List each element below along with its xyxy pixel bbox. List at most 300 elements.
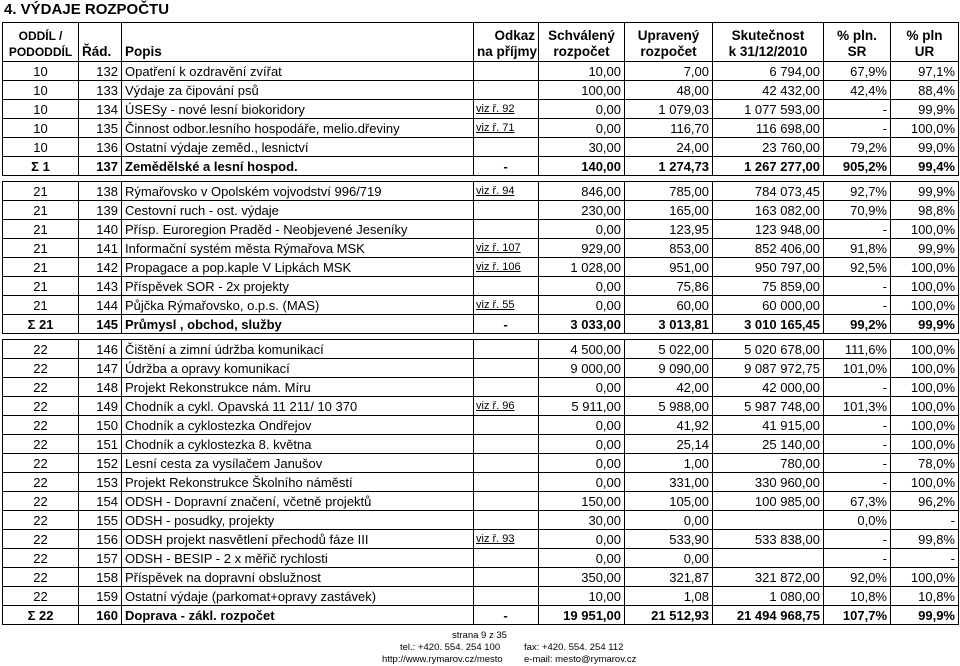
cell-rad: 152 bbox=[79, 454, 122, 473]
cell-odkaz bbox=[474, 201, 539, 220]
cell-rad: 146 bbox=[79, 340, 122, 359]
cell-popis: Projekt Rekonstrukce Školního náměstí bbox=[122, 473, 474, 492]
table-row bbox=[3, 530, 959, 549]
cell-plnsr: - bbox=[824, 296, 891, 315]
cell-plnur: 99,0% bbox=[891, 138, 959, 157]
cell-oddil: 10 bbox=[3, 138, 79, 157]
cell-upraveny: 533,90 bbox=[625, 530, 713, 549]
cell-schvaleny: 140,00 bbox=[539, 157, 625, 176]
cell-rad: 145 bbox=[79, 315, 122, 334]
cell-upraveny: 41,92 bbox=[625, 416, 713, 435]
cell-plnur: 96,2% bbox=[891, 492, 959, 511]
cell-oddil: 10 bbox=[3, 100, 79, 119]
cell-popis: Doprava - zákl. rozpočet bbox=[122, 606, 474, 625]
cell-upraveny: 1,00 bbox=[625, 454, 713, 473]
cell-skutecnost: 42 000,00 bbox=[713, 378, 824, 397]
odkaz-link[interactable]: viz ř. 92 bbox=[476, 102, 515, 115]
cell-schvaleny: 0,00 bbox=[539, 296, 625, 315]
cell-rad: 147 bbox=[79, 359, 122, 378]
cell-plnur: - bbox=[891, 511, 959, 530]
cell-schvaleny: 9 000,00 bbox=[539, 359, 625, 378]
table-row bbox=[3, 201, 959, 220]
cell-rad: 155 bbox=[79, 511, 122, 530]
cell-rad: 150 bbox=[79, 416, 122, 435]
cell-skutecnost: 780,00 bbox=[713, 454, 824, 473]
col-odkaz: Odkaz na příjmy bbox=[474, 23, 539, 62]
odkaz-link[interactable]: viz ř. 71 bbox=[476, 121, 515, 134]
cell-plnsr: 70,9% bbox=[824, 201, 891, 220]
cell-odkaz bbox=[474, 81, 539, 100]
odkaz-link[interactable]: viz ř. 93 bbox=[476, 532, 515, 545]
table-row bbox=[3, 359, 959, 378]
cell-plnur: 98,8% bbox=[891, 201, 959, 220]
cell-popis: Lesní cesta za vysílačem Janušov bbox=[122, 454, 474, 473]
cell-upraveny: 853,00 bbox=[625, 239, 713, 258]
cell-schvaleny: 0,00 bbox=[539, 277, 625, 296]
cell-odkaz bbox=[474, 587, 539, 606]
cell-skutecnost: 5 020 678,00 bbox=[713, 340, 824, 359]
cell-popis: Rýmařovsko v Opolském vojvodství 996/719 bbox=[122, 182, 474, 201]
cell-upraveny: 331,00 bbox=[625, 473, 713, 492]
cell-oddil: 10 bbox=[3, 119, 79, 138]
table-row bbox=[3, 511, 959, 530]
cell-plnur: 100,0% bbox=[891, 119, 959, 138]
cell-schvaleny: 230,00 bbox=[539, 201, 625, 220]
cell-skutecnost: 1 077 593,00 bbox=[713, 100, 824, 119]
col-skutecnost: Skutečnost k 31/12/2010 bbox=[713, 23, 824, 62]
cell-upraveny: 785,00 bbox=[625, 182, 713, 201]
cell-oddil: 21 bbox=[3, 220, 79, 239]
cell-oddil: 22 bbox=[3, 435, 79, 454]
table-row bbox=[3, 340, 959, 359]
table-row bbox=[3, 587, 959, 606]
cell-odkaz: - bbox=[474, 606, 539, 625]
cell-plnur: 10,8% bbox=[891, 587, 959, 606]
table-row bbox=[3, 296, 959, 315]
cell-plnsr: - bbox=[824, 220, 891, 239]
cell-rad: 160 bbox=[79, 606, 122, 625]
cell-skutecnost: 75 859,00 bbox=[713, 277, 824, 296]
table-row bbox=[3, 277, 959, 296]
cell-popis: Informační systém města Rýmařova MSK bbox=[122, 239, 474, 258]
cell-oddil: Σ 1 bbox=[3, 157, 79, 176]
table-sum-row bbox=[3, 315, 959, 334]
col-upraveny: Upravený rozpočet bbox=[625, 23, 713, 62]
cell-popis: Činnost odbor.lesního hospodáře, melio.dřeviny bbox=[122, 119, 474, 138]
cell-popis: ODSH projekt nasvětlení přechodů fáze III bbox=[122, 530, 474, 549]
cell-upraveny: 1,08 bbox=[625, 587, 713, 606]
cell-oddil: 21 bbox=[3, 277, 79, 296]
cell-plnur: - bbox=[891, 549, 959, 568]
cell-plnur: 100,0% bbox=[891, 416, 959, 435]
cell-schvaleny: 350,00 bbox=[539, 568, 625, 587]
cell-plnsr: - bbox=[824, 119, 891, 138]
page-number: strana 9 z 35 bbox=[452, 630, 507, 641]
cell-skutecnost: 42 432,00 bbox=[713, 81, 824, 100]
cell-schvaleny: 30,00 bbox=[539, 511, 625, 530]
cell-skutecnost: 330 960,00 bbox=[713, 473, 824, 492]
cell-upraveny: 9 090,00 bbox=[625, 359, 713, 378]
cell-rad: 149 bbox=[79, 397, 122, 416]
cell-popis: Průmysl , obchod, služby bbox=[122, 315, 474, 334]
cell-upraveny: 105,00 bbox=[625, 492, 713, 511]
cell-popis: Cestovní ruch - ost. výdaje bbox=[122, 201, 474, 220]
cell-oddil: 21 bbox=[3, 239, 79, 258]
cell-plnsr: 42,4% bbox=[824, 81, 891, 100]
cell-odkaz bbox=[474, 454, 539, 473]
cell-rad: 135 bbox=[79, 119, 122, 138]
cell-schvaleny: 0,00 bbox=[539, 530, 625, 549]
cell-schvaleny: 0,00 bbox=[539, 100, 625, 119]
cell-schvaleny: 1 028,00 bbox=[539, 258, 625, 277]
cell-popis: Propagace a pop.kaple V Lipkách MSK bbox=[122, 258, 474, 277]
cell-rad: 151 bbox=[79, 435, 122, 454]
cell-schvaleny: 0,00 bbox=[539, 549, 625, 568]
cell-oddil: 21 bbox=[3, 258, 79, 277]
cell-plnsr: 91,8% bbox=[824, 239, 891, 258]
cell-skutecnost: 41 915,00 bbox=[713, 416, 824, 435]
cell-odkaz bbox=[474, 568, 539, 587]
cell-skutecnost: 123 948,00 bbox=[713, 220, 824, 239]
cell-oddil: 10 bbox=[3, 81, 79, 100]
cell-odkaz bbox=[474, 435, 539, 454]
cell-odkaz bbox=[474, 397, 539, 416]
cell-popis: Ostatní výdaje zeměd., lesnictví bbox=[122, 138, 474, 157]
cell-plnsr: 101,3% bbox=[824, 397, 891, 416]
cell-schvaleny: 10,00 bbox=[539, 587, 625, 606]
cell-popis: ODSH - posudky, projekty bbox=[122, 511, 474, 530]
cell-odkaz: - bbox=[474, 315, 539, 334]
table-row bbox=[3, 435, 959, 454]
cell-popis: Zemědělské a lesní hospod. bbox=[122, 157, 474, 176]
cell-schvaleny: 0,00 bbox=[539, 220, 625, 239]
cell-plnsr: 92,0% bbox=[824, 568, 891, 587]
cell-plnsr: 92,5% bbox=[824, 258, 891, 277]
cell-odkaz bbox=[474, 182, 539, 201]
cell-upraveny: 42,00 bbox=[625, 378, 713, 397]
cell-upraveny: 5 988,00 bbox=[625, 397, 713, 416]
cell-plnsr: 101,0% bbox=[824, 359, 891, 378]
col-schvaleny: Schválený rozpočet bbox=[539, 23, 625, 62]
cell-popis: Chodník a cyklostezka 8. května bbox=[122, 435, 474, 454]
cell-upraveny: 1 274,73 bbox=[625, 157, 713, 176]
cell-plnsr: 99,2% bbox=[824, 315, 891, 334]
cell-plnsr: - bbox=[824, 473, 891, 492]
cell-skutecnost: 5 987 748,00 bbox=[713, 397, 824, 416]
cell-oddil: 22 bbox=[3, 530, 79, 549]
cell-popis: Příspěvek SOR - 2x projekty bbox=[122, 277, 474, 296]
cell-upraveny: 1 079,03 bbox=[625, 100, 713, 119]
cell-upraveny: 116,70 bbox=[625, 119, 713, 138]
budget-table bbox=[2, 22, 959, 625]
cell-schvaleny: 19 951,00 bbox=[539, 606, 625, 625]
cell-odkaz bbox=[474, 138, 539, 157]
cell-plnsr: - bbox=[824, 530, 891, 549]
cell-skutecnost: 3 010 165,45 bbox=[713, 315, 824, 334]
table-body bbox=[3, 62, 959, 625]
odkaz-link[interactable]: viz ř. 55 bbox=[476, 298, 515, 311]
cell-oddil: 22 bbox=[3, 587, 79, 606]
cell-upraveny: 24,00 bbox=[625, 138, 713, 157]
cell-schvaleny: 0,00 bbox=[539, 435, 625, 454]
cell-skutecnost bbox=[713, 549, 824, 568]
cell-upraveny: 7,00 bbox=[625, 62, 713, 81]
cell-rad: 141 bbox=[79, 239, 122, 258]
cell-upraveny: 123,95 bbox=[625, 220, 713, 239]
table-row bbox=[3, 378, 959, 397]
cell-plnur: 99,9% bbox=[891, 606, 959, 625]
cell-plnur: 99,4% bbox=[891, 157, 959, 176]
cell-plnsr: - bbox=[824, 100, 891, 119]
table-row bbox=[3, 416, 959, 435]
col-oddil: ODDÍL / PODODDÍL bbox=[3, 23, 79, 62]
col-popis: Popis bbox=[122, 23, 474, 62]
cell-skutecnost: 25 140,00 bbox=[713, 435, 824, 454]
table-row bbox=[3, 138, 959, 157]
cell-upraveny: 951,00 bbox=[625, 258, 713, 277]
cell-popis: Čištění a zimní údržba komunikací bbox=[122, 340, 474, 359]
cell-schvaleny: 846,00 bbox=[539, 182, 625, 201]
cell-skutecnost: 6 794,00 bbox=[713, 62, 824, 81]
cell-popis: Výdaje za čipování psů bbox=[122, 81, 474, 100]
cell-popis: Půjčka Rýmařovsko, o.p.s. (MAS) bbox=[122, 296, 474, 315]
cell-skutecnost: 100 985,00 bbox=[713, 492, 824, 511]
table-row bbox=[3, 568, 959, 587]
table-row bbox=[3, 239, 959, 258]
cell-odkaz bbox=[474, 492, 539, 511]
cell-odkaz bbox=[474, 62, 539, 81]
cell-popis: Ostatní výdaje (parkomat+opravy zastávek) bbox=[122, 587, 474, 606]
cell-plnur: 99,9% bbox=[891, 100, 959, 119]
cell-rad: 158 bbox=[79, 568, 122, 587]
cell-oddil: 22 bbox=[3, 359, 79, 378]
cell-rad: 133 bbox=[79, 81, 122, 100]
table-row bbox=[3, 454, 959, 473]
table-row bbox=[3, 473, 959, 492]
cell-upraveny: 0,00 bbox=[625, 549, 713, 568]
cell-oddil: 22 bbox=[3, 549, 79, 568]
table-row bbox=[3, 549, 959, 568]
cell-oddil: 22 bbox=[3, 511, 79, 530]
cell-rad: 157 bbox=[79, 549, 122, 568]
cell-odkaz bbox=[474, 100, 539, 119]
cell-plnur: 100,0% bbox=[891, 378, 959, 397]
cell-skutecnost: 60 000,00 bbox=[713, 296, 824, 315]
cell-upraveny: 21 512,93 bbox=[625, 606, 713, 625]
table-row bbox=[3, 119, 959, 138]
cell-plnur: 78,0% bbox=[891, 454, 959, 473]
cell-popis: Chodník a cykl. Opavská 11 211/ 10 370 bbox=[122, 397, 474, 416]
cell-oddil: 10 bbox=[3, 62, 79, 81]
cell-upraveny: 321,87 bbox=[625, 568, 713, 587]
cell-odkaz bbox=[474, 473, 539, 492]
cell-rad: 156 bbox=[79, 530, 122, 549]
cell-plnur: 99,9% bbox=[891, 315, 959, 334]
cell-rad: 140 bbox=[79, 220, 122, 239]
odkaz-link[interactable]: viz ř. 107 bbox=[476, 241, 521, 254]
cell-skutecnost bbox=[713, 511, 824, 530]
cell-schvaleny: 30,00 bbox=[539, 138, 625, 157]
cell-plnur: 100,0% bbox=[891, 340, 959, 359]
table-row bbox=[3, 62, 959, 81]
cell-skutecnost: 9 087 972,75 bbox=[713, 359, 824, 378]
cell-popis: Údržba a opravy komunikací bbox=[122, 359, 474, 378]
footer-tel: tel.: +420. 554. 254 100 bbox=[400, 642, 501, 653]
cell-oddil: 21 bbox=[3, 182, 79, 201]
cell-plnsr: 111,6% bbox=[824, 340, 891, 359]
cell-rad: 154 bbox=[79, 492, 122, 511]
cell-popis: Chodník a cyklostezka Ondřejov bbox=[122, 416, 474, 435]
cell-rad: 148 bbox=[79, 378, 122, 397]
col-plnur: % pln UR bbox=[891, 23, 959, 62]
cell-odkaz bbox=[474, 296, 539, 315]
cell-oddil: Σ 22 bbox=[3, 606, 79, 625]
cell-skutecnost: 1 080,00 bbox=[713, 587, 824, 606]
odkaz-link[interactable]: viz ř. 106 bbox=[476, 260, 521, 273]
cell-plnsr: - bbox=[824, 416, 891, 435]
cell-upraveny: 165,00 bbox=[625, 201, 713, 220]
cell-schvaleny: 100,00 bbox=[539, 81, 625, 100]
cell-popis: ODSH - BESIP - 2 x měřič rychlosti bbox=[122, 549, 474, 568]
cell-rad: 142 bbox=[79, 258, 122, 277]
cell-schvaleny: 4 500,00 bbox=[539, 340, 625, 359]
cell-rad: 134 bbox=[79, 100, 122, 119]
cell-schvaleny: 150,00 bbox=[539, 492, 625, 511]
cell-rad: 139 bbox=[79, 201, 122, 220]
cell-plnsr: - bbox=[824, 277, 891, 296]
cell-plnsr: 67,9% bbox=[824, 62, 891, 81]
cell-odkaz bbox=[474, 378, 539, 397]
cell-skutecnost: 23 760,00 bbox=[713, 138, 824, 157]
cell-plnur: 88,4% bbox=[891, 81, 959, 100]
cell-odkaz bbox=[474, 258, 539, 277]
cell-plnsr: - bbox=[824, 454, 891, 473]
cell-odkaz bbox=[474, 277, 539, 296]
cell-skutecnost: 1 267 277,00 bbox=[713, 157, 824, 176]
cell-oddil: 21 bbox=[3, 201, 79, 220]
cell-odkaz bbox=[474, 239, 539, 258]
odkaz-link[interactable]: viz ř. 96 bbox=[476, 399, 515, 412]
cell-plnsr: - bbox=[824, 549, 891, 568]
cell-oddil: 22 bbox=[3, 492, 79, 511]
table-sum-row bbox=[3, 157, 959, 176]
cell-rad: 132 bbox=[79, 62, 122, 81]
footer-fax: fax: +420. 554. 254 112 bbox=[524, 642, 624, 653]
cell-plnsr: 79,2% bbox=[824, 138, 891, 157]
cell-plnur: 100,0% bbox=[891, 258, 959, 277]
cell-popis: Projekt Rekonstrukce nám. Míru bbox=[122, 378, 474, 397]
cell-oddil: Σ 21 bbox=[3, 315, 79, 334]
table-row bbox=[3, 220, 959, 239]
cell-oddil: 21 bbox=[3, 296, 79, 315]
footer-email: e-mail: mesto@rymarov.cz bbox=[524, 654, 637, 665]
cell-schvaleny: 0,00 bbox=[539, 454, 625, 473]
cell-plnur: 100,0% bbox=[891, 397, 959, 416]
cell-skutecnost: 852 406,00 bbox=[713, 239, 824, 258]
cell-upraveny: 3 013,81 bbox=[625, 315, 713, 334]
cell-upraveny: 0,00 bbox=[625, 511, 713, 530]
footer-web: http://www.rymarov.cz/mesto bbox=[382, 654, 503, 665]
cell-plnur: 99,8% bbox=[891, 530, 959, 549]
cell-upraveny: 5 022,00 bbox=[625, 340, 713, 359]
cell-plnur: 100,0% bbox=[891, 277, 959, 296]
cell-upraveny: 60,00 bbox=[625, 296, 713, 315]
cell-plnsr: 905,2% bbox=[824, 157, 891, 176]
cell-plnsr: 10,8% bbox=[824, 587, 891, 606]
cell-odkaz bbox=[474, 340, 539, 359]
col-rad: Řád. bbox=[79, 23, 122, 62]
cell-oddil: 22 bbox=[3, 378, 79, 397]
cell-oddil: 22 bbox=[3, 397, 79, 416]
cell-upraveny: 75,86 bbox=[625, 277, 713, 296]
cell-skutecnost: 784 073,45 bbox=[713, 182, 824, 201]
cell-odkaz bbox=[474, 549, 539, 568]
cell-plnur: 100,0% bbox=[891, 296, 959, 315]
cell-schvaleny: 10,00 bbox=[539, 62, 625, 81]
cell-upraveny: 25,14 bbox=[625, 435, 713, 454]
cell-plnur: 97,1% bbox=[891, 62, 959, 81]
cell-rad: 144 bbox=[79, 296, 122, 315]
cell-plnur: 100,0% bbox=[891, 473, 959, 492]
table-row bbox=[3, 492, 959, 511]
cell-plnsr: - bbox=[824, 435, 891, 454]
cell-skutecnost: 163 082,00 bbox=[713, 201, 824, 220]
cell-odkaz bbox=[474, 416, 539, 435]
cell-schvaleny: 5 911,00 bbox=[539, 397, 625, 416]
cell-rad: 137 bbox=[79, 157, 122, 176]
cell-plnur: 99,9% bbox=[891, 239, 959, 258]
table-row bbox=[3, 397, 959, 416]
cell-odkaz: - bbox=[474, 157, 539, 176]
table-row bbox=[3, 258, 959, 277]
cell-plnur: 100,0% bbox=[891, 435, 959, 454]
cell-rad: 153 bbox=[79, 473, 122, 492]
table-row bbox=[3, 182, 959, 201]
cell-plnsr: - bbox=[824, 378, 891, 397]
cell-odkaz bbox=[474, 511, 539, 530]
cell-oddil: 22 bbox=[3, 568, 79, 587]
cell-plnur: 100,0% bbox=[891, 568, 959, 587]
table-sum-row bbox=[3, 606, 959, 625]
table-row bbox=[3, 100, 959, 119]
cell-plnur: 99,9% bbox=[891, 182, 959, 201]
cell-schvaleny: 0,00 bbox=[539, 119, 625, 138]
cell-plnsr: 0,0% bbox=[824, 511, 891, 530]
cell-oddil: 22 bbox=[3, 340, 79, 359]
cell-oddil: 22 bbox=[3, 454, 79, 473]
cell-rad: 136 bbox=[79, 138, 122, 157]
cell-odkaz bbox=[474, 220, 539, 239]
cell-odkaz bbox=[474, 119, 539, 138]
cell-plnsr: 67,3% bbox=[824, 492, 891, 511]
cell-skutecnost: 950 797,00 bbox=[713, 258, 824, 277]
cell-oddil: 22 bbox=[3, 416, 79, 435]
cell-rad: 143 bbox=[79, 277, 122, 296]
cell-oddil: 22 bbox=[3, 473, 79, 492]
cell-skutecnost: 533 838,00 bbox=[713, 530, 824, 549]
cell-rad: 159 bbox=[79, 587, 122, 606]
cell-popis: ÚSESy - nové lesní biokoridory bbox=[122, 100, 474, 119]
cell-odkaz bbox=[474, 530, 539, 549]
table-row bbox=[3, 81, 959, 100]
cell-schvaleny: 0,00 bbox=[539, 378, 625, 397]
cell-plnur: 100,0% bbox=[891, 220, 959, 239]
cell-schvaleny: 929,00 bbox=[539, 239, 625, 258]
cell-plnsr: 107,7% bbox=[824, 606, 891, 625]
cell-plnsr: 92,7% bbox=[824, 182, 891, 201]
odkaz-link[interactable]: viz ř. 94 bbox=[476, 184, 515, 197]
cell-schvaleny: 3 033,00 bbox=[539, 315, 625, 334]
